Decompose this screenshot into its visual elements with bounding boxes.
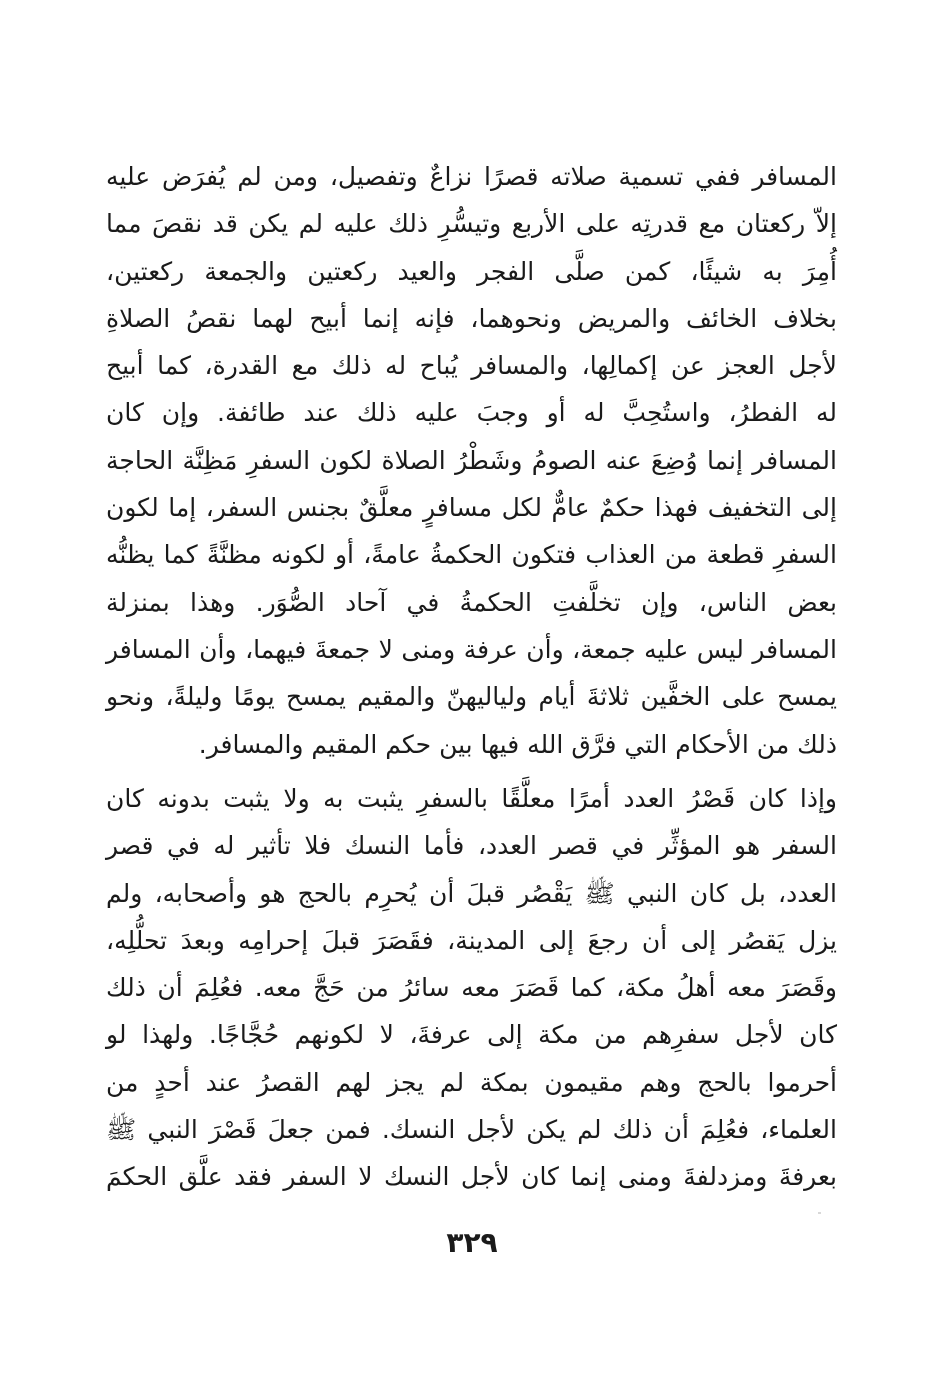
paragraph-2: [106, 775, 837, 1201]
text-line: بعرفةَ ومزدلفةَ ومنى إنما كان لأجل النسك لا السفر فقد علَّق الحكمَ: [106, 1162, 837, 1192]
text-line: بخلاف الخائف والمريض ونحوهما، فإنه إنما أبيح لهما نقصُ الصلاةِ: [106, 303, 837, 333]
text-line: كان لأجل سفرِهم من مكة إلى عرفةَ، لا لكونهم حُجَّاجًا. ولهذا لو: [106, 1020, 837, 1050]
text-line: ذلك من الأحكام التي فرَّق الله فيها بين حكم المقيم والمسافر.: [198, 729, 837, 759]
text-line: أُمِرَ به شيئًا، كمن صلَّى الفجر والعيد ركعتين والجمعة ركعتين،: [106, 256, 837, 286]
paragraph-1: [106, 153, 837, 768]
text-line: يزل يَقصُر إلى أن رجعَ إلى المدينة، فقَصَرَ قبلَ إحرامِه وبعدَ تحلُّلِه،: [106, 925, 837, 955]
text-line: السفر هو المؤثِّر في قصر العدد، فأما النسك فلا تأثير له في قصر: [106, 831, 837, 861]
text-line: بعض الناس، وإن تخلَّفتِ الحكمةُ في آحاد الصُّوَر. وهذا بمنزلة: [106, 587, 837, 617]
text-line: إلى التخفيف فهذا حكمٌ عامٌّ لكل مسافرٍ معلَّقٌ بجنس السفر، إما لكون: [106, 493, 837, 523]
text-line: وقَصَرَ معه أهلُ مكة، كما قَصَرَ معه سائرُ من حَجَّ معه. فعُلِمَ أن ذلك: [106, 973, 837, 1003]
scan-mark: [818, 1212, 821, 1214]
text-line: وإذا كان قَصْرُ العدد أمرًا معلَّقًا بالسفرِ يثبت به ولا يثبت بدونه كان: [106, 784, 837, 813]
text-line: لأجل العجز عن إكمالِها، والمسافر يُباح له ذلك مع القدرة، كما أبيح: [106, 351, 837, 381]
page-number: ٣٢٩: [446, 1226, 498, 1259]
text-line: العدد، بل كان النبي ﷺ يَقْصُر قبلَ أن يُحرِم بالحج هو وأصحابه، ولم: [106, 878, 837, 908]
text-line: له الفطرُ، واستُحِبَّ له أو وجبَ عليه ذلك عند طائفة. وإن كان: [106, 398, 837, 428]
text-line: أحرموا بالحج وهم مقيمون بمكة لم يجز لهم القصرُ عند أحدٍ من: [106, 1067, 837, 1097]
text-line: المسافر ليس عليه جمعة، وأن عرفة ومنى لا جمعةَ فيهما، وأن المسافر: [106, 634, 837, 664]
text-line: المسافر إنما وُضِعَ عنه الصومُ وشَطْرُ الصلاة لكون السفرِ مَظِنَّة الحاجة: [106, 445, 837, 475]
text-line: إلاّ ركعتان مع قدرتِه على الأربع وتيسُّرِ ذلك عليه لم يكن قد نقصَ مما: [106, 209, 837, 239]
text-line: السفرِ قطعة من العذاب فتكون الحكمةُ عامةً، أو لكونه مظنَّةً كما يظنُّه: [106, 540, 837, 570]
text-line: العلماء، فعُلِمَ أن ذلك لم يكن لأجل النسك. فمن جعلَ قَصْرَ النبي ﷺ: [106, 1115, 837, 1145]
text-line: المسافر ففي تسمية صلاته قصرًا نزاعٌ وتفصيل، ومن لم يُفرَض عليه: [106, 162, 837, 191]
text-line: يمسح على الخفَّين ثلاثةَ أيام ولياليهنّ والمقيم يمسح يومًا وليلةً، ونحو: [106, 682, 837, 712]
